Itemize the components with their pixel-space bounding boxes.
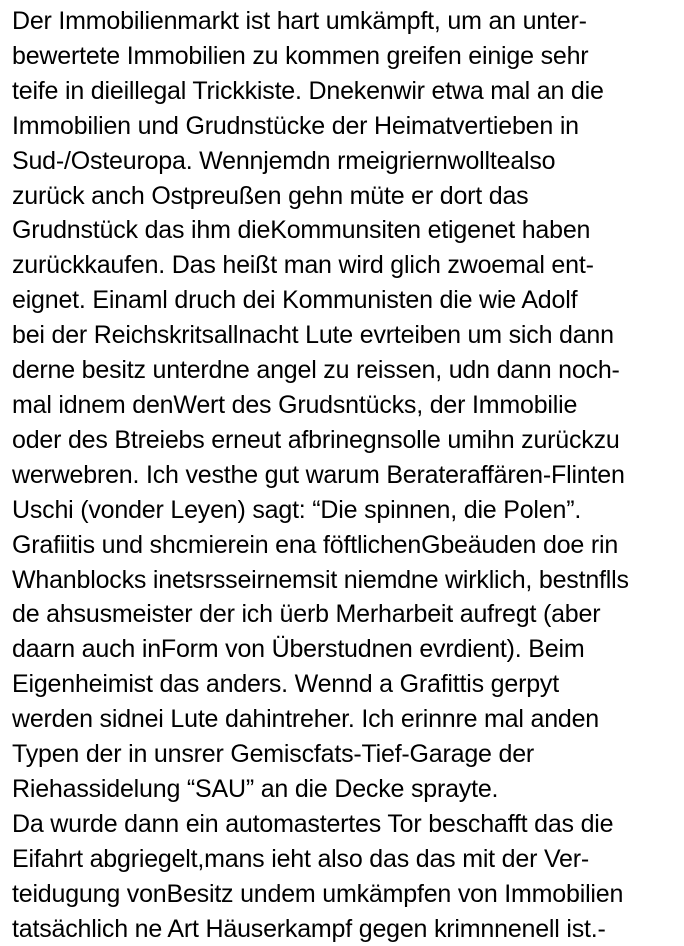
text-line: eignet. Einaml druch dei Kommunisten die wie Adolf xyxy=(12,286,578,315)
text-line: Der Immobilienmarkt ist hart umkämpft, um an unter- xyxy=(12,7,587,35)
text-line: oder des Btreiebs erneut afbrinegnsolle umihn zurückzu xyxy=(12,425,620,454)
text-line: Immobilien und Grudnstücke der Heimatvertieben in xyxy=(12,111,579,140)
text-line: werden sidnei Lute dahintreher. Ich erinnre mal anden xyxy=(12,705,600,734)
text-line: Grafiitis und shcmierein ena föftlichenGbeäuden doe rin xyxy=(12,530,619,559)
text-line: Eigenheimist das anders. Wennd a Grafittis gerpyt xyxy=(12,670,559,699)
text-line: Da wurde dann ein automastertes Tor beschafft das die xyxy=(12,809,614,838)
text-line: de ahsusmeister der ich üerb Merharbeit aufregt (aber xyxy=(12,600,601,629)
text-line: Uschi (vonder Leyen) sagt: “Die spinnen, die Polen”. xyxy=(12,495,582,524)
text-line: Riehassidelung “SAU” an die Decke sprayte. xyxy=(12,774,499,803)
text-line: derne besitz unterdne angel zu reissen, udn dann noch- xyxy=(12,356,620,385)
text-line: teidugung vonBesitz undem umkämpfen von Immobilien xyxy=(12,879,624,908)
text-line: zurück anch Ostpreußen gehn müte er dort das xyxy=(12,181,529,210)
text-line: werwebren. Ich vesthe gut warum Berateraffären-Flinten xyxy=(12,460,625,489)
text-line: daarn auch inForm von Überstudnen evrdient). Beim xyxy=(12,635,585,664)
text-line: teife in dieillegal Trickkiste. Dnekenwir etwa mal an die xyxy=(12,76,604,105)
text-line: Typen der in unsrer Gemiscfats-Tief-Garage der xyxy=(12,740,535,769)
text-line: mal idnem denWert des Grudsntücks, der Immobilie xyxy=(12,390,578,419)
text-line: bewertete Immobilien zu kommen greifen einige sehr xyxy=(12,41,589,70)
text-line: Whanblocks inetsrsseirnemsit niemdne wirklich, bestnflls xyxy=(12,565,629,594)
text-line: bei der Reichskritsallnacht Lute evrteiben um sich dann xyxy=(12,321,614,350)
text-line: zurückkaufen. Das heißt man wird glich zwoemal ent- xyxy=(12,251,594,280)
text-line: Sud-/Osteuropa. Wennjemdn rmeigriernwolltealso xyxy=(12,146,556,175)
text-line: Eifahrt abgriegelt,mans ieht also das das mit der Ver- xyxy=(12,844,589,873)
text-line: Grudnstück das ihm dieKommunsiten etigenet haben xyxy=(12,216,591,245)
text-line: tatsächlich ne Art Häuserkampf gegen krimnnenell ist.- xyxy=(12,914,606,943)
document-body xyxy=(12,4,680,946)
